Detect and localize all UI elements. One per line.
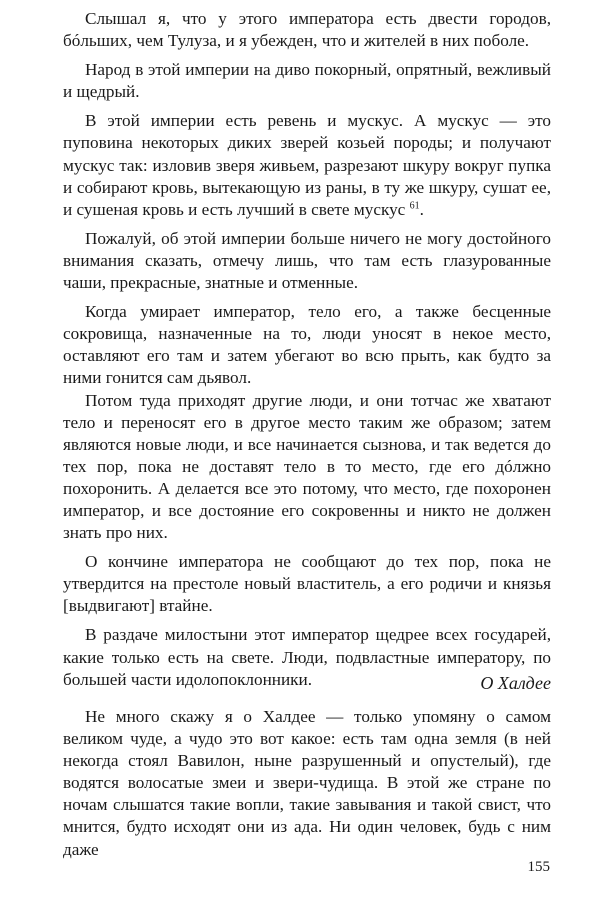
paragraph-cities: Слышал я, что у этого императора есть двести городов, бóльших, чем Тулуза, и я убежден, что и жителей в них поболе. [63,9,551,51]
paragraph-musk: В этой империи есть ревень и мускус. А мускус — это пуповина некоторых диких зверей козьей породы; и получают мускус так: изловив зверя живьем, разрезают шкуру вокруг пупка и собирают кровь, вытекающую из раны, в ту же шкуру, сушат ее, и сушеная кровь и есть лучший в свете мускус $^{61}$. [63,111,551,219]
paragraph-succession: О кончине императора не сообщают до тех пор, пока не утвердится на престоле новый властитель, а его родичи и князья [выдвигают] втайне. [63,552,551,616]
paragraph-burial: Потом туда приходят другие люди, и они тотчас же хватают тело и переносят его в другое место таким же образом; затем являются новые люди, и все начинается сызнова, и так ведется до тех пор, пока не доставят тело в то место, где его дóлжно похоронить. А делается все это потому, что место, где похоронен император, и все достояние его сокровенны и никто не должен знать про них. [63,390,551,543]
main-text [63,8,551,698]
paragraph-chaldea: Не много скажу я о Халдее — только упомяну о самом великом чуде, а чудо это вот какое: есть там одна земля (в ней некогда стоял Вавилон, ныне разрушенный и опустелый), где водятся волосатые змеи и звери-чудища. В этой же стране по ночам слышатся такие вопли, такие завывания и такой свист, что мнится, будто исходят они из ада. Ни один человек, будь с ним даже [63,707,551,859]
section-text [63,706,551,861]
paragraph-alms: В раздаче милостыни этот император щедрее всех государей, какие только есть на свете. Люди, подвластные императору, по большей части идолопоклонники. [63,625,551,689]
paragraph-emperor-death: Когда умирает император, тело его, а также бесценные сокровища, назначенные на то, люди уносят в некое место, оставляют его там и затем убегают во всю прыть, как будто за ними гонится сам дьявол. [63,302,551,388]
footnote-reference[interactable]: 61 [409,200,420,212]
paragraph-musk-text: В этой империи есть ревень и мускус. А мускус — это пуповина некоторых диких зверей козьей породы; и получают мускус так: изловив зверя живьем, разрезают шкуру вокруг пупка и собирают кровь, вытекающую из раны, в ту же шкуру, сушат ее, и сушеная кровь и есть лучший в свете мускус [63,111,551,219]
section-heading: О Халдее [480,673,551,693]
paragraph-bowls: Пожалуй, об этой империи больше ничего не могу достойного внимания сказать, отмечу лишь, что там есть глазурованные чаши, прекрасные, знатные и отменные. [63,228,551,293]
paragraph-people: Народ в этой империи на диво покорный, опрятный, вежливый и щедрый. [63,60,551,102]
page-number: 155 [527,859,550,875]
